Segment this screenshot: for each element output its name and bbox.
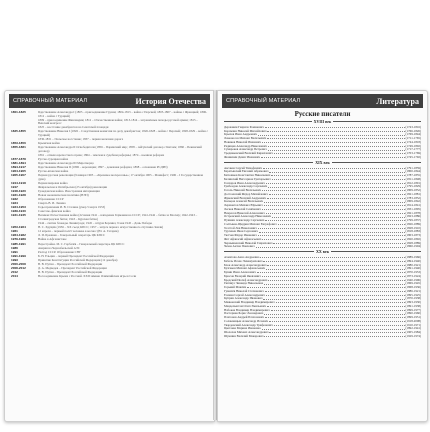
right-page-header xyxy=(222,94,423,108)
writer-years: (1812-1891) xyxy=(405,180,421,185)
history-years: 1918-1920 xyxy=(11,188,26,193)
writer-years: (1703-1769) xyxy=(405,151,421,155)
writer-name: Белинский Виссарион Григорьевич xyxy=(224,176,271,181)
writer-years: (1787-1855) xyxy=(405,173,421,177)
writer-years: (1745-1792) xyxy=(405,154,421,159)
history-text: Воссоединение Крыма с Россией. XXII зимние Олимпийские игры в Сочи xyxy=(38,274,137,279)
dot-leader xyxy=(267,265,404,266)
dot-leader xyxy=(262,209,405,210)
history-text: Принятие Конституции Российской Федерации (12 декабря) xyxy=(38,257,118,262)
dot-leader xyxy=(272,217,404,218)
writer-years: (1869-1945) xyxy=(405,281,421,286)
dot-leader xyxy=(262,190,404,191)
writer-years: (1886-1921) xyxy=(405,288,421,293)
writer-name: Горький Максим xyxy=(224,285,247,289)
dot-leader xyxy=(261,157,405,158)
history-timeline xyxy=(11,111,208,279)
writer-years: (1795-1829) xyxy=(405,184,421,189)
writer-name: Некрасов Николай Алексеевич xyxy=(224,210,265,215)
writer-name: Сумароков Александр Петрович xyxy=(224,147,267,152)
writer-years: (1799-1837) xyxy=(405,218,421,222)
writer-years: (1769-1844) xyxy=(405,132,421,137)
dot-leader xyxy=(267,306,405,307)
writer-name: Брюсов Валерий Яковлевич xyxy=(224,273,261,278)
history-years: 1922 xyxy=(11,197,18,202)
writer-name: Аксаков Сергей Тимофеевич xyxy=(224,165,263,170)
history-text: Февральская и Октябрьская (25 октября) революции xyxy=(38,184,108,189)
writer-years: (1800-1844) xyxy=(405,169,421,174)
history-years: 1986 xyxy=(11,245,18,250)
writer-years: (1809-1852) xyxy=(405,188,421,192)
writer-name: Ахматова Анна Андреевна xyxy=(224,255,260,259)
dot-leader xyxy=(257,272,405,273)
divider-line xyxy=(224,251,314,252)
history-text: Великая Отечественная война (22 июня 1941 – нападение Германии на СССР; 1941-1942 – битва за Москву; 1942-1943 – Сталинградская битва; 1943 – Курская битва) xyxy=(38,213,198,221)
century-label: XIX век xyxy=(315,159,330,165)
writer-name: Лермонтов Михаил Юрьевич xyxy=(224,203,263,207)
history-row xyxy=(11,111,208,118)
divider-line xyxy=(333,121,421,122)
writer-name: Гончаров Иван Александрович xyxy=(224,180,265,185)
writer-years: (1828-1889) xyxy=(405,240,421,245)
dot-leader xyxy=(268,187,404,188)
dot-leader xyxy=(269,194,405,195)
dot-leader xyxy=(262,329,405,330)
writer-years: (1905-1984) xyxy=(405,330,421,334)
writer-name: Грибоедов Александр Сергеевич xyxy=(224,184,268,189)
history-text: Перестройка. М. С. Горбачёв – Генеральный секретарь ЦК КПСС xyxy=(38,241,125,246)
writer-name: Чехов Антон Павлович xyxy=(224,244,255,249)
writer-name: Гумилёв Николай Степанович xyxy=(224,288,264,293)
history-text: Крымская война xyxy=(38,140,60,145)
history-text: Царствование Николая I (1826 – Следственная комиссия по делу декабристов; 1826-1828 – война с Персией; 1828-1829 – война с Турцией) xyxy=(38,129,208,137)
century-divider xyxy=(224,160,421,165)
history-years: 1979-1989 xyxy=(11,237,26,242)
dot-leader xyxy=(266,183,405,184)
writer-years: (1743-1816) xyxy=(405,124,421,129)
dot-leader xyxy=(264,284,404,285)
writer-row xyxy=(224,245,421,249)
history-years: 2012 xyxy=(11,270,18,275)
writer-years: (1910-1971) xyxy=(405,322,421,327)
dot-leader xyxy=(266,213,405,214)
header-title: История Отечества xyxy=(135,96,206,106)
history-years: 1924 xyxy=(11,201,18,206)
writer-years: (1890-1960) xyxy=(405,311,421,316)
writer-name: Набоков Владимир Владимирович xyxy=(224,307,270,312)
writer-name: Жуковский Василий Андреевич xyxy=(224,195,266,200)
century-divider xyxy=(224,119,421,124)
writer-name: Гоголь Николай Васильевич xyxy=(224,188,262,192)
history-years: 1924-1953 xyxy=(11,205,26,210)
history-text: Д. А. Медведев – Президент Российской Федерации xyxy=(38,266,107,271)
history-years: 1801-1825 xyxy=(11,110,26,114)
writer-years: (1826-1889) xyxy=(405,221,421,226)
history-years: 1991-1999 xyxy=(11,253,26,258)
divider-line xyxy=(331,251,421,252)
writer-name: Бабель Исаак Эммануилович xyxy=(224,258,263,263)
writer-row xyxy=(224,155,421,159)
history-text: 1825 – восстание декабристов на Сенатской площади xyxy=(38,125,109,130)
writer-years: (1894-1940) xyxy=(405,258,421,263)
history-text: 1830-1831 – Польское восстание; 1837 – первая железная дорога xyxy=(38,136,124,141)
dot-leader xyxy=(271,175,404,176)
writer-years: (1814-1841) xyxy=(405,203,421,207)
writer-name: Платонов Андрей Платонович xyxy=(224,315,264,319)
history-row xyxy=(11,146,208,153)
dot-leader xyxy=(267,138,404,139)
dot-leader xyxy=(259,232,405,233)
century-label: XX век xyxy=(315,249,330,255)
writer-name: Шукшин Василий Макарович xyxy=(224,333,264,338)
divider-line xyxy=(224,121,312,122)
history-years: 1993 xyxy=(11,257,18,262)
history-years xyxy=(11,119,38,126)
century-divider xyxy=(224,249,421,254)
dot-leader xyxy=(274,325,405,326)
writer-years: (1717-1777) xyxy=(405,147,421,152)
writer-name: Пушкин Александр Сергеевич xyxy=(224,218,265,222)
writer-name: Мандельштам Осип Эмильевич xyxy=(224,303,266,308)
writer-years: (1873-1924) xyxy=(405,273,421,278)
writer-years: (1823-1886) xyxy=(405,214,421,219)
history-text: Русско-японская война xyxy=(38,169,69,174)
dot-leader xyxy=(265,127,405,128)
history-text: Советско-финская война xyxy=(38,209,71,214)
history-text: Царствование Александра I (1805 – присоединение Грузии; 1804-1813 – война с Персией; 1805-1807 – войны с Францией; 1806-1812 – война с Турцией) xyxy=(38,110,208,118)
history-years: 2000-2008 xyxy=(11,262,26,266)
dot-leader xyxy=(267,198,405,199)
history-years: 1914-1918 xyxy=(11,180,26,185)
writer-years: (1929-1974) xyxy=(405,333,421,338)
writer-name: Куприн Александр Иванович xyxy=(224,296,263,301)
history-text: Война в Афганистане xyxy=(38,237,67,242)
dot-leader xyxy=(276,302,405,303)
writer-name: Гиппиус Зинаида Николаевна xyxy=(224,281,264,286)
history-text: Новая экономическая политика (НЭП) xyxy=(38,193,89,197)
writer-name: Новиков Николай Иванович xyxy=(224,139,262,144)
dot-leader xyxy=(265,291,405,292)
dot-leader xyxy=(264,314,404,315)
dot-leader xyxy=(266,295,405,296)
history-text: Гражданская война. Иностранная интервенция xyxy=(38,188,100,193)
dot-leader xyxy=(262,239,404,240)
history-years: 1941-1945 xyxy=(11,213,26,218)
dot-leader xyxy=(258,228,405,229)
writer-years: (1791-1859) xyxy=(405,165,421,170)
writer-years: (1811-1848) xyxy=(405,176,421,181)
writer-name: Фонвизин Денис Иванович xyxy=(224,154,260,159)
writer-years: (1918-2008) xyxy=(405,318,421,323)
writer-years: (1828-1910) xyxy=(405,225,421,230)
writer-years: (1803-1873) xyxy=(405,233,421,237)
writer-name: Ломоносов Михаил Васильевич xyxy=(224,136,267,140)
history-years: 1961 xyxy=(11,229,18,234)
history-text: Царствование Николая II (1896 – коронация; 1897 – денежная реформа; 1898 – основание РСДРП) xyxy=(38,164,168,169)
writer-years: (1891-1940) xyxy=(405,266,421,271)
history-text: Б. Н. Ельцин – первый Президент Российской Федерации xyxy=(38,253,114,258)
history-years: 1904-1905 xyxy=(11,169,26,174)
writer-row xyxy=(224,334,421,338)
history-text: Образование СССР xyxy=(38,197,64,202)
history-text: Л. И. Брежнев – Генеральный секретарь ЦК КПСС xyxy=(38,233,106,238)
left-page xyxy=(4,90,215,422)
dot-leader xyxy=(269,332,404,333)
writer-name: Баратынский Евгений Абрамович xyxy=(224,169,269,174)
history-text: Первая мировая война xyxy=(38,180,68,185)
writer-name: Есенин Сергей Александрович xyxy=(224,292,265,297)
history-text: 1809 – присоединение Финляндии; 1812 – Отечественная война; 1813-1814 – заграничные походы русской армии; 1815 – Венский конгресс xyxy=(38,117,198,126)
writer-name: Цветаева Марина Ивановна xyxy=(224,326,261,331)
history-text: Годы правления И. В. Сталина (умер 5 марта 1953) xyxy=(38,205,106,210)
writer-name: Кольцов Алексей Васильевич xyxy=(224,199,264,204)
history-row xyxy=(11,275,208,279)
writer-years: (1880-1921) xyxy=(405,262,421,267)
dot-leader xyxy=(263,299,404,300)
history-text: Царствование Александра III Миротворца xyxy=(38,160,94,165)
history-text: В. В. Путин – Президент Российской Федерации xyxy=(38,262,103,266)
writer-years: (1860-1904) xyxy=(405,244,421,249)
century-label: XVIII век xyxy=(313,119,332,124)
notebook-spread xyxy=(4,90,426,432)
writer-years: (1940-1996) xyxy=(405,277,421,282)
history-text: 1861 – отмена крепостного права; 1864 – земская и судебная реформы; 1874 – военная реформа xyxy=(38,152,165,157)
writer-name: Тютчев Фёдор Иванович xyxy=(224,233,257,237)
writer-years: (1821-1878) xyxy=(405,210,421,215)
dot-leader xyxy=(269,172,404,173)
dot-leader xyxy=(262,276,405,277)
writer-years: (1870-1938) xyxy=(405,296,421,301)
history-years: 1953-1964 xyxy=(11,225,26,230)
writer-name: Блок Александр Александрович xyxy=(224,262,267,267)
history-text: Смерть В. И. Ленина xyxy=(38,201,66,206)
history-years: 1991 xyxy=(11,249,18,254)
writer-years: (1818-1883) xyxy=(405,229,421,234)
history-text: 1944 – снятие блокады Ленинграда; 1945 – штурм Берлина; 9 мая 1945 – День Победы xyxy=(38,221,152,226)
writer-years: (1711-1765) xyxy=(405,136,421,140)
writer-name: Булгаков Михаил Афанасьевич xyxy=(224,266,266,271)
writers-list xyxy=(224,110,421,338)
dot-leader xyxy=(260,257,404,258)
writer-name: Твардовский Александр Трифонович xyxy=(224,322,273,327)
writer-years: (1783-1852) xyxy=(405,195,421,200)
dot-leader xyxy=(268,146,405,147)
divider-line xyxy=(332,162,421,163)
dot-leader xyxy=(273,243,404,244)
writer-name: Солженицын Александр Исаевич xyxy=(224,318,269,323)
dot-leader xyxy=(264,202,404,203)
history-years: 1825-1855 xyxy=(11,129,26,134)
history-text: Н. С. Хрущёв (1956 – XX съезд КПСС; 1957 – запуск первого искусственного спутника Земли) xyxy=(38,225,164,230)
history-years: 1853-1856 xyxy=(11,140,26,145)
dot-leader xyxy=(258,235,405,236)
history-years: 1855-1881 xyxy=(11,145,26,150)
history-text: Царствование Александра II Освободителя (1856 – Парижский мир; 1858 – Айгунский договор с Китаем; 1860 – Пекинский договор) xyxy=(38,145,202,153)
dot-leader xyxy=(268,150,405,151)
history-years: 2014 xyxy=(11,274,18,279)
writer-name: Радищев Александр Николаевич xyxy=(224,143,267,148)
history-text: Распад СССР. Образование СНГ xyxy=(38,249,81,254)
history-years: 1964-1982 xyxy=(11,233,26,238)
dot-leader xyxy=(247,287,404,288)
dot-leader xyxy=(264,205,405,206)
writer-name: Тургенев Иван Сергеевич xyxy=(224,229,258,234)
dot-leader xyxy=(271,310,405,311)
writer-years: (1893-1930) xyxy=(405,300,421,304)
writer-name: Чернышевский Николай Гаврилович xyxy=(224,240,273,245)
writer-years: (1899-1951) xyxy=(405,315,421,319)
dot-leader xyxy=(265,220,404,221)
history-years: 1921-1928 xyxy=(11,193,26,197)
writer-name: Крылов Иван Андреевич xyxy=(224,132,257,137)
history-years: 1877-1878 xyxy=(11,156,26,161)
writer-name: Бунин Иван Алексеевич xyxy=(224,270,256,274)
writer-years: (1870-1953) xyxy=(405,270,421,274)
header-label: СПРАВОЧНЫЙ МАТЕРИАЛ xyxy=(13,98,88,104)
writer-years: (1899-1977) xyxy=(405,307,421,312)
writer-name: Маяковский Владимир Владимирович xyxy=(224,300,275,304)
history-years: 1939-1940 xyxy=(11,209,26,214)
header-title: Литература xyxy=(376,96,419,106)
writer-years: (1892-1941) xyxy=(405,326,421,331)
writer-name: Салтыков-Щедрин Михаил Евграфович xyxy=(224,221,277,226)
dot-leader xyxy=(266,269,404,270)
writer-years: (1868-1936) xyxy=(405,285,421,289)
writer-name: Лесков Николай Семёнович xyxy=(224,206,261,211)
writer-years: (1821-1881) xyxy=(405,191,421,196)
dot-leader xyxy=(262,142,405,143)
writer-name: Карамзин Николай Михайлович xyxy=(224,128,267,133)
writer-name: Достоевский Фёдор Михайлович xyxy=(224,191,268,196)
writer-name: Толстой Лев Николаевич xyxy=(224,225,257,230)
writer-name: Шолохов Михаил Александрович xyxy=(224,330,269,334)
dot-leader xyxy=(267,131,404,132)
header-label: СПРАВОЧНЫЙ МАТЕРИАЛ xyxy=(226,98,301,104)
writer-name: Державин Гаврила Романович xyxy=(224,124,264,129)
writer-name: Пастернак Борис Леонидович xyxy=(224,311,264,316)
writer-years: (1895-1925) xyxy=(405,292,421,297)
dot-leader xyxy=(265,317,405,318)
history-years: 1881-1894 xyxy=(11,160,26,165)
writer-years: (1831-1895) xyxy=(405,206,421,211)
writer-name: Фет Афанасий Афанасьевич xyxy=(224,236,262,241)
dot-leader xyxy=(263,168,405,169)
dot-leader xyxy=(258,135,405,136)
dot-leader xyxy=(263,261,404,262)
writer-years: (1891-1938) xyxy=(405,303,421,308)
history-years: 1985-1991 xyxy=(11,241,26,246)
history-text: Первая русская революция (9 января 1905 – «Кровавое воскресенье»; 17 октября 1905 – Манифест; 1906 – I Государственная дума) xyxy=(38,173,203,181)
left-page-header xyxy=(9,94,210,108)
history-years: 1917 xyxy=(11,184,18,189)
dot-leader xyxy=(268,280,404,281)
writer-years: (1744-1818) xyxy=(405,139,421,144)
dot-leader xyxy=(256,247,405,248)
history-text: Русско-турецкая война xyxy=(38,156,69,161)
dot-leader xyxy=(264,336,404,337)
right-page xyxy=(217,90,428,422)
section-heading: Русские писатели xyxy=(294,110,351,118)
history-years: 1905-1907 xyxy=(11,173,26,178)
dot-leader xyxy=(274,153,405,154)
history-years: 2008-2012 xyxy=(11,266,26,271)
history-years: 1894-1917 xyxy=(11,164,26,169)
writer-name: Тредиаковский Василий Кириллович xyxy=(224,151,273,155)
dot-leader xyxy=(269,321,404,322)
history-text: Авария на Чернобыльской АЭС xyxy=(38,245,80,250)
writer-years: (1820-1892) xyxy=(405,236,421,241)
dot-leader xyxy=(278,224,405,225)
dot-leader xyxy=(272,179,405,180)
history-text: В. В. Путин – Президент Российской Федерации xyxy=(38,270,103,275)
writer-years: (1766-1826) xyxy=(405,128,421,133)
writer-years: (1889-1966) xyxy=(405,255,421,259)
divider-line xyxy=(224,162,313,163)
writer-name: Островский Александр Николаевич xyxy=(224,214,272,219)
writer-name: Бродский Иосиф Александрович xyxy=(224,277,268,282)
history-text: 12 апреля – первый полёт человека в космос (Ю. А. Гагарин) xyxy=(38,229,119,234)
writer-name: Батюшков Константин Николаевич xyxy=(224,173,271,177)
writer-years: (1809-1842) xyxy=(405,199,421,204)
writer-years: (1749-1802) xyxy=(405,143,421,148)
